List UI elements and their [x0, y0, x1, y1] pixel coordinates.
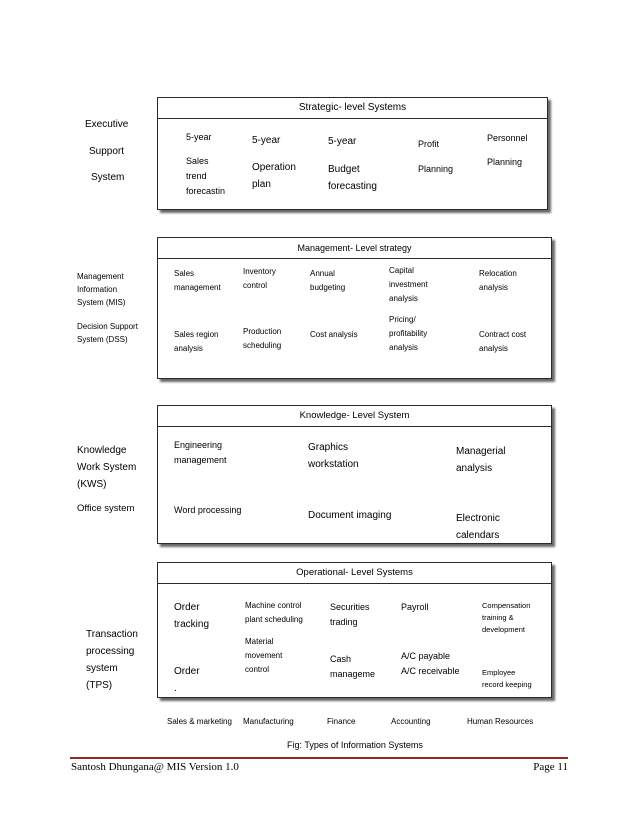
- strategic-cell-3-top: 5-year: [328, 136, 357, 147]
- management-top-cell-2: Inventory control: [243, 267, 276, 290]
- operational-bottom-cell-3: Cash manageme: [330, 654, 376, 679]
- knowledge-bottom-cell-3: Electronic calendars: [456, 513, 500, 541]
- management-header: Management- Level strategy: [158, 238, 551, 259]
- footer-page-number: Page 11: [533, 761, 568, 773]
- management-top-cell-1: Sales management: [174, 269, 221, 292]
- side-label-tps: Transaction processing system (TPS): [86, 629, 138, 691]
- side-label-support: Support: [89, 146, 125, 157]
- operational-top-cell-3: Securities trading: [330, 602, 370, 627]
- functional-area-manufacturing: Manufacturing: [243, 717, 294, 726]
- management-top-cell-3: Annual budgeting: [310, 269, 346, 292]
- strategic-cell-2-bottom: Operation plan: [252, 162, 296, 190]
- knowledge-level-box: [157, 405, 552, 544]
- knowledge-header: Knowledge- Level System: [158, 406, 551, 427]
- functional-area-sales-marketing: Sales & marketing: [167, 717, 232, 726]
- functional-area-accounting: Accounting: [391, 717, 431, 726]
- strategic-cell-4-bottom: Planning: [418, 164, 454, 174]
- operational-header: Operational- Level Systems: [158, 563, 551, 584]
- operational-bottom-cell-1: Order .: [174, 666, 200, 694]
- management-top-cell-4: Capital investment analysis: [389, 266, 428, 303]
- functional-area-finance: Finance: [327, 717, 356, 726]
- side-label-mis: Management Information System (MIS): [77, 272, 126, 307]
- strategic-cell-5-top: Personnel: [487, 133, 528, 143]
- operational-bottom-cell-5: Employee record keeping: [482, 668, 532, 689]
- strategic-header: Strategic- level Systems: [158, 98, 547, 119]
- side-label-kws: Knowledge Work System (KWS): [77, 445, 137, 490]
- side-label-office-system: Office system: [77, 503, 135, 514]
- operational-top-cell-4: Payroll: [401, 602, 429, 612]
- knowledge-bottom-cell-1: Word processing: [174, 505, 242, 515]
- strategic-cell-5-bottom: Planning: [487, 157, 523, 167]
- strategic-level-box: [157, 97, 548, 210]
- knowledge-bottom-cell-2: Document imaging: [308, 510, 392, 521]
- management-level-box: [157, 237, 552, 379]
- knowledge-top-cell-1: Engineering management: [174, 440, 227, 465]
- side-label-system: System: [91, 172, 125, 183]
- strategic-cell-3-bottom: Budget forecasting: [328, 164, 377, 192]
- management-top-cell-5: Relocation analysis: [479, 269, 517, 292]
- knowledge-top-cell-2: Graphics workstation: [308, 442, 359, 470]
- operational-bottom-cell-4: A/C payable A/C receivable: [401, 651, 460, 676]
- operational-top-cell-1: Order tracking: [174, 602, 210, 630]
- side-label-dss: Decision Support System (DSS): [77, 322, 138, 344]
- strategic-cell-1-top: 5-year: [186, 132, 212, 142]
- management-bottom-cell-5: Contract cost analysis: [479, 330, 527, 353]
- side-label-executive: Executive: [85, 119, 129, 130]
- functional-area-human-resources: Human Resources: [467, 717, 534, 726]
- knowledge-top-cell-3: Managerial analysis: [456, 446, 506, 474]
- management-bottom-cell-4: Pricing/ profitability analysis: [389, 315, 428, 352]
- management-bottom-cell-3: Cost analysis: [310, 330, 358, 339]
- strategic-cell-4-top: Profit: [418, 139, 440, 149]
- strategic-cell-2-top: 5-year: [252, 135, 281, 146]
- operational-bottom-cell-2: Material movement control: [245, 637, 283, 674]
- operational-level-box: [157, 562, 552, 698]
- operational-top-cell-5: Compensation training & development: [482, 601, 531, 634]
- footer-divider: [70, 757, 568, 759]
- operational-top-cell-2: Machine control plant scheduling: [245, 601, 303, 624]
- footer-author-version: Santosh Dhungana@ MIS Version 1.0: [71, 761, 239, 773]
- figure-caption: Fig: Types of Information Systems: [287, 740, 423, 750]
- management-bottom-cell-1: Sales region analysis: [174, 330, 219, 353]
- strategic-cell-1-bottom: Sales trend forecastin: [186, 156, 226, 196]
- management-bottom-cell-2: Production scheduling: [243, 327, 282, 350]
